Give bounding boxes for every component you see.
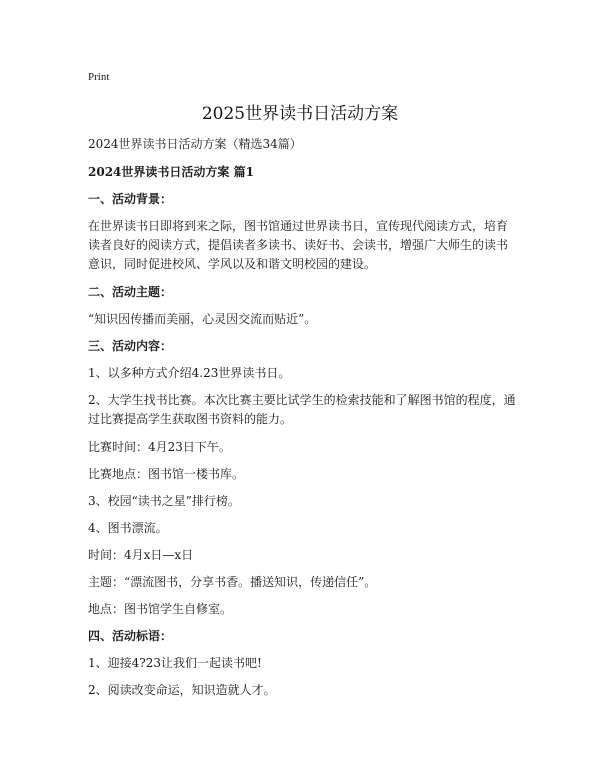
background-heading: 一、活动背景： [88, 192, 173, 206]
background-text: 在世界读书日即将到来之际，图书馆通过世界读书日，宣传现代阅读方式，培育读者良好的阅读方式，提倡读者多读书、读好书、会读书，增强广大师生的读书意识，同时促进校风、学风以及和谐文明校园的建设。 [88, 219, 509, 271]
document-body [88, 135, 516, 708]
document-title: 2025世界读书日活动方案 [201, 104, 399, 124]
theme-text: “知识因传播而美丽，心灵因交流而贴近”。 [88, 312, 317, 326]
content-item-4: 4、图书漂流。 [88, 521, 168, 535]
content-item-1: 1、以多种方式介绍4.23世界读书日。 [88, 366, 291, 380]
slogan-1: 1、迎接4?23让我们一起读书吧! [88, 656, 262, 670]
print-label: Print [88, 71, 110, 83]
content-item-2-place: 比赛地点：图书馆一楼书库。 [88, 467, 245, 481]
theme-heading: 二、活动主题： [88, 285, 173, 299]
section-title: 2024世界读书日活动方案 篇1 [88, 165, 254, 179]
content-item-4-time: 时间：4月x日—x日 [88, 548, 194, 562]
content-item-2-time: 比赛时间：4月23日下午。 [88, 440, 231, 454]
content-heading: 三、活动内容： [88, 339, 173, 353]
content-item-4-theme: 主题：“漂流图书，分享书香。播送知识，传递信任”。 [88, 575, 377, 589]
content-item-4-place: 地点：图书馆学生自修室。 [88, 602, 233, 616]
content-item-2: 2、大学生找书比赛。本次比赛主要比试学生的检索技能和了解图书馆的程度，通过比赛提高学生获取图书资料的能力。 [88, 393, 516, 426]
document-subtitle: 2024世界读书日活动方案（精选34篇） [88, 137, 302, 151]
slogan-heading: 四、活动标语： [88, 629, 173, 643]
content-item-3: 3、校园“读书之星”排行榜。 [88, 494, 240, 508]
slogan-2: 2、阅读改变命运，知识造就人才。 [88, 683, 276, 697]
